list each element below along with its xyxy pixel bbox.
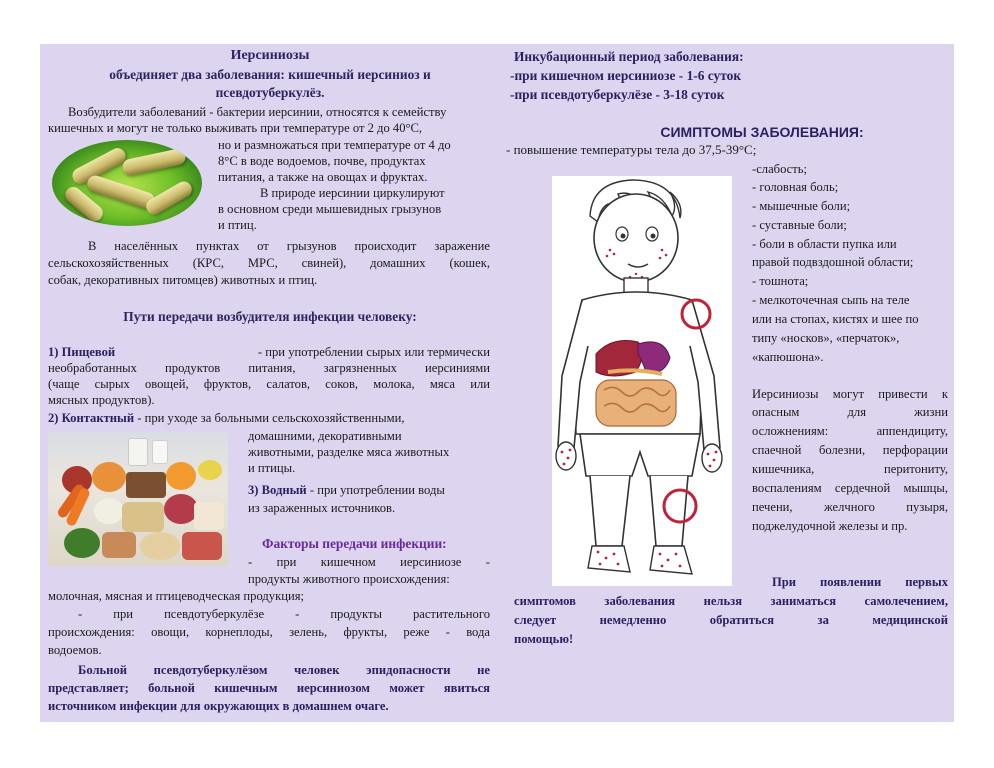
nature-line-1: В природе иерсинии циркулируют	[260, 186, 445, 200]
transmission-heading: Пути передачи возбудителя инфекции человеку:	[123, 309, 417, 324]
water-route-line-2: из зараженных источников.	[248, 501, 396, 515]
symptom-5: - боли в области пупка или	[752, 237, 897, 251]
complication-6: воспалениям сердечной мышцы,	[752, 481, 948, 495]
symptom-3: - мышечные боли;	[752, 199, 851, 213]
symptoms-heading: СИМПТОМЫ ЗАБОЛЕВАНИЯ:	[660, 124, 864, 140]
food-products-image	[48, 432, 228, 566]
advice-line-4: помощью!	[514, 632, 574, 646]
factors-line-5: происхождения: овощи, корнеплоды, зелень, фрукты, реже - вода	[48, 625, 490, 639]
contact-route-text: - при уходе за больными сельскохозяйственными,	[137, 411, 405, 425]
child-body-svg	[552, 176, 732, 586]
subtitle-line-2: псевдотуберкулёз.	[215, 85, 325, 100]
intro-line-3: но и размножаться при температуре от 4 до	[218, 138, 451, 152]
water-route-line	[248, 482, 498, 498]
advice-line-3: следует немедленно обратиться за медицинской	[514, 613, 948, 627]
symptom-6: правой подвздошной области;	[752, 255, 914, 269]
child-hand-left	[702, 444, 722, 472]
child-foot-right	[588, 546, 630, 572]
incubation-intestinal: -при кишечном иерсиниозе - 1-6 суток	[510, 68, 742, 83]
warning-line-2: представляет; больной кишечным иерсиниозом может явиться	[48, 681, 490, 695]
symptom-1: -слабость;	[752, 162, 808, 176]
symptom-11: «капюшона».	[752, 350, 824, 364]
nature-line-2: в основном среди мышевидных грызунов	[218, 202, 442, 216]
contact-route-label: 2) Контактный	[48, 411, 135, 425]
symptom-8: - мелкоточечная сыпь на теле	[752, 293, 910, 307]
intro-line-5: питания, а также на овощах и фруктах.	[218, 170, 428, 184]
right-column	[500, 44, 954, 722]
incubation-pseudotuberculosis: -при псевдотуберкулёзе - 3-18 суток	[510, 87, 725, 102]
intestines	[596, 380, 676, 426]
water-route-text: - при употреблении воды	[309, 483, 445, 497]
warning-line-1: Больной псевдотуберкулёзом человек эпидопасности не	[78, 663, 490, 677]
symptom-7: - тошнота;	[752, 274, 809, 288]
food-route-line	[48, 344, 490, 360]
food-route-line-4: мясных продуктов).	[48, 393, 155, 407]
child-pupil-left	[621, 234, 626, 239]
left-column	[40, 44, 500, 722]
factors-line-4: - при псевдотуберкулёзе - продукты растительного	[78, 607, 490, 621]
contact-route-line-3: животными, разделке мяса животных	[248, 445, 450, 459]
factors-line-3: молочная, мясная и птицеводческая продукция;	[48, 589, 304, 603]
child-hand-right	[556, 442, 576, 470]
food-route-line-3: (чаще сырых овощей, фруктов, салатов, соков, молока, мяса или	[48, 377, 490, 391]
food-route-line-2: необработанных продуктов питания, загрязненных иерсиниями	[48, 361, 490, 375]
child-foot-left	[650, 546, 692, 574]
advice-line-2: симптомов заболевания нельзя заниматься самолечением,	[514, 594, 948, 608]
fever-line: - повышение температуры тела до 37,5-39°С;	[506, 142, 757, 157]
contact-route-line-4: и птицы.	[248, 461, 296, 475]
intro-line-1: Возбудители заболеваний - бактерии иерсинии, относятся к семейству	[68, 105, 447, 119]
settlement-line-1: В населённых пунктах от грызунов происходит заражение	[88, 239, 490, 253]
contact-route-line-2: домашними, декоративными	[248, 429, 402, 443]
factors-line-2: продукты животного происхождения:	[248, 572, 450, 586]
food-route-text: - при употреблении сырых или термически	[257, 345, 490, 359]
advice-line-1: При появлении первых	[772, 575, 948, 589]
food-route-label: 1) Пищевой	[48, 345, 116, 359]
intro-line-2: кишечных и могут не только выживать при температуре от 2 до 40°С,	[48, 121, 423, 135]
child-leg-right	[590, 476, 630, 546]
child-head	[594, 194, 678, 282]
page-title: Иерсиниозы	[230, 48, 310, 63]
complication-2: опасным для жизни	[752, 405, 948, 419]
complication-4: спаечной болезни, перфорации	[752, 443, 948, 457]
water-route-label: 3) Водный	[248, 483, 307, 497]
complication-3: осложнениям: аппендициту,	[752, 424, 948, 438]
warning-line-3: источником инфекции для окружающих в домашнем очаге.	[48, 699, 389, 713]
symptom-2: - головная боль;	[752, 180, 839, 194]
settlement-line-3: собак, декоративных питомцев) животных и птиц.	[48, 273, 318, 287]
factors-heading: Факторы передачи инфекции:	[262, 536, 447, 551]
child-leg-left	[650, 476, 688, 546]
settlement-line-2: сельскохозяйственных (КРС, МРС, свиней), домашних (кошек,	[48, 256, 490, 270]
contact-route-line	[48, 410, 498, 426]
complication-7: печени, желчного пузыря,	[752, 500, 948, 514]
symptom-9: или на стопах, кистях и шее по	[752, 312, 919, 326]
complication-1: Иерсиниозы могут привести к	[752, 387, 948, 401]
factors-line-1: - при кишечном иерсиниозе -	[248, 555, 490, 569]
intro-line-4: 8°С в воде водоемов, почве, продуктах	[218, 154, 426, 168]
factors-line-6: водоемов.	[48, 643, 102, 657]
bacteria-image	[52, 140, 202, 226]
complication-8: поджелудочной железы и пр.	[752, 519, 908, 533]
incubation-heading: Инкубационный период заболевания:	[514, 49, 744, 64]
symptom-4: - суставные боли;	[752, 218, 847, 232]
symptom-10: типу «носков», «перчаток»,	[752, 331, 900, 345]
child-illustration	[552, 176, 732, 586]
complication-5: кишечника, перитониту,	[752, 462, 948, 476]
leaflet-sheet	[40, 44, 954, 722]
nature-line-3: и птиц.	[218, 218, 257, 232]
subtitle-line-1: объединяет два заболевания: кишечный иерсиниоз и	[109, 67, 431, 82]
child-pupil-right	[651, 234, 656, 239]
